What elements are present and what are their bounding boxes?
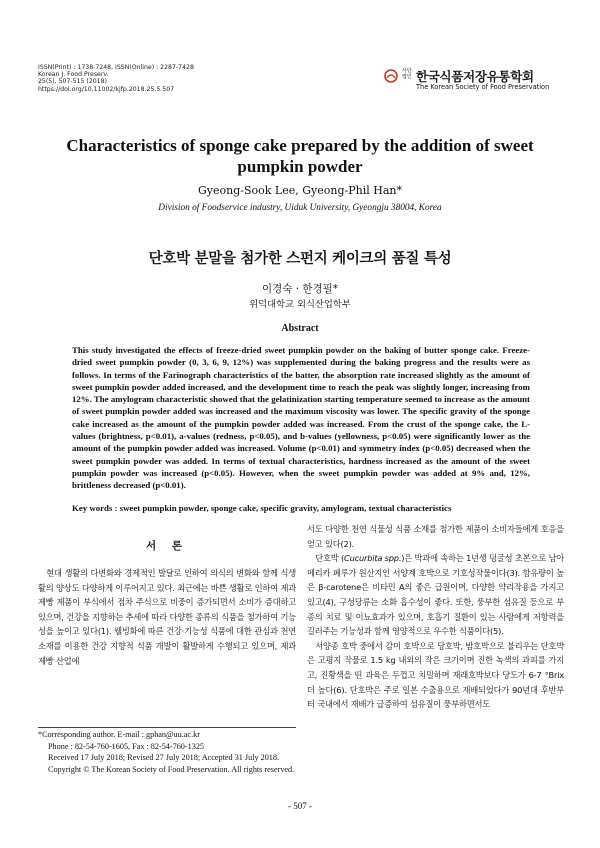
authors-en: Gyeong-Sook Lee, Gyeong-Phil Han* [198, 184, 402, 197]
society-small-label: 사단법인 [402, 68, 412, 80]
right-column [307, 522, 564, 712]
keywords-label: Key words : [72, 503, 118, 513]
society-name-kr: 한국식품저장유통학회 [416, 69, 534, 84]
society-logo [384, 66, 564, 92]
affiliation-en: Division of Foodservice industry, Uiduk University, Gyeongju 38004, Korea [158, 203, 442, 213]
section-heading-introduction: 서 론 [146, 540, 188, 552]
left-column [38, 566, 296, 668]
issn-line: ISSN(Print) : 1738-7248, ISSN(Online) : 2287-7428 [38, 64, 194, 71]
doi-link[interactable]: https://doi.org/10.11002/kjfp.2018.25.5.507 [38, 85, 175, 93]
abstract-body: This study investigated the effects of freeze-dried sweet pumpkin powder on the baking of butter sponge cake. Freeze-dried sweet pumpkin powder (0, 3, 6, 9, 12%) was supplemented during the baking progress and the results were as follows. In terms of the Farinograph characteristics of the batter, the absorption rate increased slightly as the amount of sweet pumpkin powder added increased, and the development time to reach the peak was slightly longer, increasing from 12%. The amylogram characteristic showed that the gelatinization starting temperature seemed to increase as the amount of sweet pumpkin powder added was increased and the maximum viscosity was lower. The specific gravity of the sponge cake increased as the amount of the pumpkin powder added was increased. From the crust of the sponge cake, the L-values (brightness, p<0.01), a-values (redness, p<0.05), and b-values (yellowness, p<0.05) were significantly lower as the amount of the pumpkin powder added was increased. Volume (p<0.01) and symmetry index (p<0.05) decreased when the sweet pumpkin powder was added. In terms of textual characteristics, hardness increased as the amount of the sweet pumpkin powder was increased (p<0.05). However, when the sweet pumpkin powder was added at 9% and, 12%, brittleness decreased (p<0.01). [72, 345, 530, 491]
footnote-divider [38, 727, 296, 728]
keywords-text: sweet pumpkin powder, sponge cake, specific gravity, amylogram, textual characteristics [119, 503, 452, 513]
authors-kr: 이경숙 · 한경필* [261, 283, 339, 295]
footnote-phone: Phone : 82-54-760-1605, Fax : 82-54-760-1325 [48, 741, 205, 751]
footnotes [38, 729, 296, 775]
abstract-heading: Abstract [281, 323, 319, 334]
volume-line: 25(5), 507-515 (2018) [38, 78, 107, 86]
paper-title-en: Characteristics of sponge cake prepared by the addition of sweet pumpkin powder [66, 136, 534, 176]
society-name-en: The Korean Society of Food Preservation [416, 83, 550, 91]
species-name: Cucurbita spp. [344, 553, 402, 564]
society-logo-icon [384, 69, 398, 83]
journal-line: Korean J. Food Preserv. [38, 71, 109, 79]
footnote-received: Received 17 July 2018; Revised 27 July 2018; Accepted 31 July 2018. [48, 753, 280, 763]
affiliation-kr: 위덕대학교 외식산업학부 [249, 299, 351, 310]
intro-paragraph-1: 현대 생활의 다변화와 경제적인 발달로 인하여 의식의 변화와 함께 식생활의 양상도 다양하게 이루어지고 있다. 최근에는 바쁜 생활로 인하여 제과 제빵 제품이 부식에서 점차 주식으로 비중이 증가되면서 소비가 증대하고 있으며, 건강을 지향하는 추세에 따라 다양한 종류의 식품을 첨가하여 기능성을 높이고 있다(1). 웰빙화에 따른 건강·기능성 식품에 대한 관심과 천연소재를 이용한 건강 지향적 식품 개발이 활발하게 수행되고 있으며, 제과 제빵 산업에 [38, 568, 296, 666]
intro-paragraph-2 [307, 551, 564, 639]
p2-rest: )은 박과에 속하는 1년생 덩굴성 초본으로 남아메리카 페루가 원산지인 서양계 호박으로 기호성작물이다(3). 함유량이 높은 β-carotene은 비타민 A의 좋은 급원이며, 다양한 약리작용을 가지고 있고(4), 구성당류는 소화 흡수성이 좋다. 또한, 풍부한 섬유질 등으로 부종의 치료 및 이뇨효과가 있으며, 호흡기 질환이 있는 사람에게 저항력을 길러주는 기능성과 함께 영양적으로 우수한 식품이다(5). [307, 553, 564, 637]
footnote-copyright: Copyright © The Korean Society of Food Preservation. All rights reserved. [48, 764, 295, 774]
page-number: - 507 - [288, 801, 312, 811]
intro-paragraph-continued: 서도 다양한 천연 식물성 식품 소재를 첨가한 제품이 소비자들에게 호응을 얻고 있다(2). [307, 524, 564, 549]
intro-paragraph-3: 서양종 호박 중에서 감미 호박으로 당호박, 밤호박으로 불리우는 단호박은 고평지 작물로 1.5 kg 내외의 작은 크기이며 진한 녹색의 과피를 가지고, 진황색을 띤 과육은 두껍고 치밀하며 재래호박보다 당도가 6-7 °Brix 더 높다(6). 단호박은 주로 일본 수출용으로 재배되었다가 90년대 후반부터 국내에서 재배가 급증하여 섬유질이 풍부하면서도 [307, 640, 564, 710]
journal-meta [38, 64, 194, 93]
footnote-corresponding: *Corresponding author. E-mail : gphan@uu.ac.kr [38, 730, 200, 739]
p2-lead: 단호박 ( [315, 553, 345, 564]
keywords-line [72, 503, 530, 513]
paper-title-kr: 단호박 분말을 첨가한 스펀지 케이크의 품질 특성 [148, 251, 452, 267]
